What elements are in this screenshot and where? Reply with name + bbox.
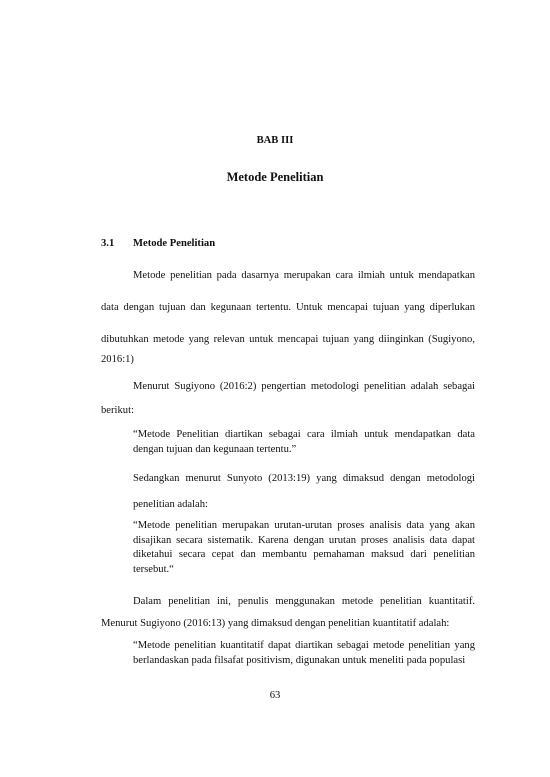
paragraph-line: Sedangkan menurut Sunyoto (2013:19) yang dimaksud dengan metodologi: [133, 473, 475, 484]
chapter-label: BAB III: [256, 135, 294, 146]
chapter-title: Metode Penelitian: [226, 170, 324, 184]
paragraph-line: Dalam penelitian ini, penulis menggunakan metode penelitian kuantitatif.: [133, 596, 475, 607]
section-title: Metode Penelitian: [133, 238, 216, 249]
section-number: 3.1: [101, 238, 115, 249]
paragraph-line: Menurut Sugiyono (2016:2) pengertian metodologi penelitian adalah sebagai: [133, 381, 475, 392]
block-quote: “Metode penelitian kuantitatif dapat diartikan sebagai metode penelitian yang berlandaskan pada filsafat positivism, digunakan untuk meneliti pada populasi: [133, 640, 475, 666]
page-number: 63: [269, 690, 281, 701]
paragraph-line: berikut:: [101, 405, 134, 416]
paragraph-line: penelitian adalah:: [133, 499, 209, 510]
paragraph-line: Menurut Sugiyono (2016:13) yang dimaksud dengan penelitian kuantitatif adalah:: [101, 618, 450, 629]
paragraph-line: 2016:1): [101, 354, 134, 365]
paragraph-line: data dengan tujuan dan kegunaan tertentu. Untuk mencapai tujuan yang diperlukan: [101, 302, 475, 313]
paragraph-line: Metode penelitian pada dasarnya merupakan cara ilmiah untuk mendapatkan: [133, 270, 475, 281]
paragraph-line: dibutuhkan metode yang relevan untuk mencapai tujuan yang diinginkan (Sugiyono,: [101, 334, 475, 345]
block-quote: “Metode Penelitian diartikan sebagai cara ilmiah untuk mendapatkan data dengan tujuan dan kegunaan tertentu.”: [133, 429, 475, 455]
block-quote: “Metode penelitian merupakan urutan-urutan proses analisis data yang akan disajikan secara sistematik. Karena dengan urutan proses analisis data dapat diketahui secara cepat dan membantu pemahaman maksud dari penelitian tersebut.“: [133, 520, 475, 575]
